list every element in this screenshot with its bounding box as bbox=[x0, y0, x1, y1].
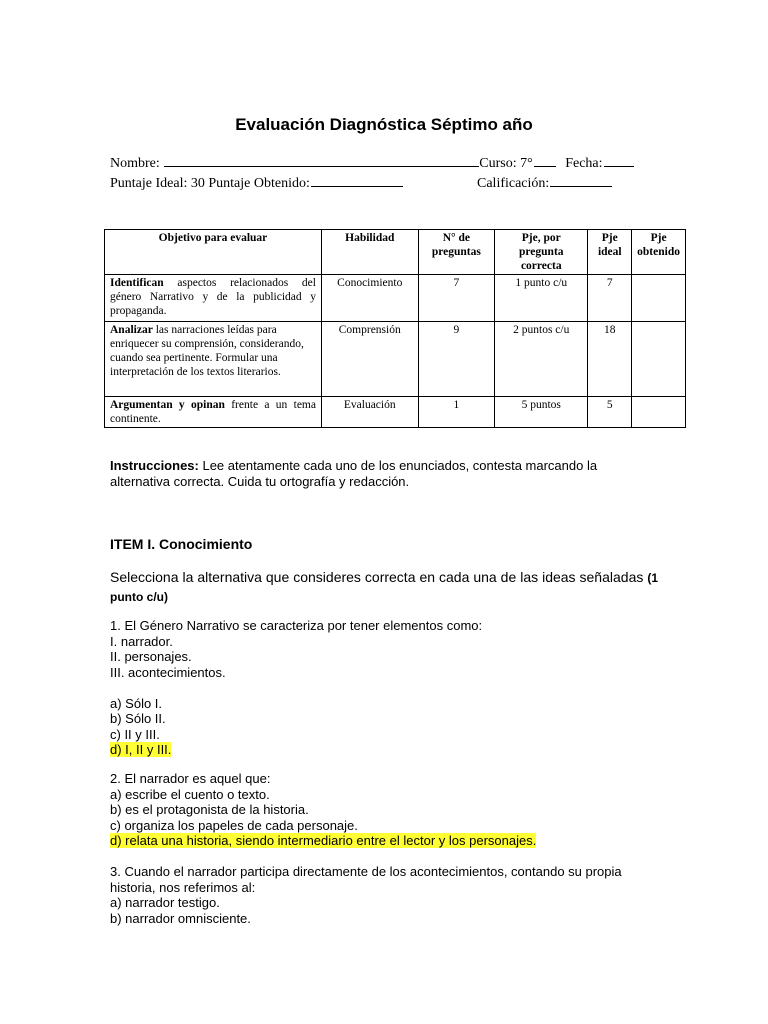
question-stem: 3. Cuando el narrador participa directamente de los acontecimientos, contando su propia historia, nos referimos al: bbox=[110, 864, 622, 895]
objective-cell bbox=[105, 322, 322, 397]
question-stem-line: I. narrador. bbox=[110, 633, 173, 649]
skill-cell: Evaluación bbox=[321, 397, 418, 428]
answer-option[interactable]: a) Sólo I. bbox=[110, 695, 163, 711]
objective-text: las narraciones leídas para enriquecer su comprensión, considerando, cuando sea pertinente. Formular una interpretación de los textos literarios. bbox=[110, 324, 304, 378]
points-cell: 5 puntos bbox=[495, 397, 588, 428]
objectives-table bbox=[104, 229, 686, 428]
answer-option[interactable]: b) Sólo II. bbox=[110, 711, 166, 726]
count-cell: 7 bbox=[418, 275, 495, 322]
answer-option[interactable]: a) escribe el cuento o texto. bbox=[110, 786, 270, 802]
instructions-label: Instrucciones: bbox=[110, 458, 199, 473]
question-stem-line: III. acontecimientos. bbox=[110, 664, 226, 680]
objective-text: frente a un tema continente. bbox=[110, 399, 316, 425]
question-stem: 1. El Género Narrativo se caracteriza por tener elementos como: bbox=[110, 618, 483, 633]
question-stem-line: II. personajes. bbox=[110, 649, 192, 664]
curso-label: Curso: 7° bbox=[479, 156, 533, 171]
objective-cell bbox=[105, 275, 322, 322]
header-cell: Habilidad bbox=[321, 230, 418, 275]
points-cell: 1 punto c/u bbox=[495, 275, 588, 322]
item-intro-points: (1 punto c/u) bbox=[110, 571, 659, 604]
question-2 bbox=[110, 771, 630, 849]
answer-option[interactable]: c) II y III. bbox=[110, 726, 160, 742]
instructions bbox=[110, 458, 650, 489]
header-line-2 bbox=[110, 173, 403, 192]
answer-option[interactable]: c) organiza los papeles de cada personaje. bbox=[110, 817, 358, 833]
question-1 bbox=[110, 618, 630, 758]
page-title: Evaluación Diagnóstica Séptimo año bbox=[235, 115, 533, 134]
objective-cell bbox=[105, 397, 322, 428]
fecha-label: Fecha: bbox=[565, 156, 603, 171]
puntaje-obtenido-label: Puntaje Obtenido: bbox=[208, 176, 310, 191]
answer-option-highlighted[interactable]: d) relata una historia, siendo intermediario entre el lector y los personajes. bbox=[110, 833, 537, 848]
header-cell: Pje obtenido bbox=[632, 230, 686, 275]
item-intro bbox=[110, 568, 658, 606]
answer-option[interactable]: b) narrador omnisciente. bbox=[110, 910, 251, 926]
nombre-blank[interactable] bbox=[164, 153, 479, 167]
obtained-cell[interactable] bbox=[632, 322, 686, 397]
table-row bbox=[105, 397, 686, 428]
skill-cell: Conocimiento bbox=[321, 275, 418, 322]
table-row bbox=[105, 322, 686, 397]
ideal-cell: 7 bbox=[588, 275, 632, 322]
calificacion-label: Calificación: bbox=[477, 176, 550, 191]
objective-verb: Argumentan y opinan bbox=[110, 399, 225, 411]
objective-text: aspectos relacionados del género Narrativo y de la publicidad y propaganda. bbox=[110, 277, 316, 317]
points-cell: 2 puntos c/u bbox=[495, 322, 588, 397]
answer-option[interactable]: b) es el protagonista de la historia. bbox=[110, 802, 309, 817]
calificacion-blank[interactable] bbox=[550, 173, 612, 187]
header-cell: Pje ideal bbox=[588, 230, 632, 275]
count-cell: 1 bbox=[418, 397, 495, 428]
objective-verb: Analizar bbox=[110, 324, 153, 336]
ideal-cell: 18 bbox=[588, 322, 632, 397]
puntaje-obtenido-blank[interactable] bbox=[311, 173, 403, 187]
obtained-cell[interactable] bbox=[632, 275, 686, 322]
question-stem: 2. El narrador es aquel que: bbox=[110, 771, 271, 786]
calificacion-line bbox=[477, 173, 612, 192]
ideal-cell: 5 bbox=[588, 397, 632, 428]
answer-option-highlighted[interactable]: d) I, II y III. bbox=[110, 742, 172, 757]
obtained-cell[interactable] bbox=[632, 397, 686, 428]
table-header-row bbox=[105, 230, 686, 275]
answer-option[interactable]: a) narrador testigo. bbox=[110, 895, 220, 910]
fecha-blank[interactable] bbox=[604, 153, 634, 167]
header-line-1 bbox=[110, 153, 634, 172]
nombre-label: Nombre: bbox=[110, 156, 160, 171]
curso-blank[interactable] bbox=[534, 153, 556, 167]
count-cell: 9 bbox=[418, 322, 495, 397]
objective-verb: Identifican bbox=[110, 277, 164, 289]
header-cell: N° de preguntas bbox=[418, 230, 495, 275]
item-heading: ITEM I. Conocimiento bbox=[110, 536, 253, 552]
instructions-text: Lee atentamente cada uno de los enunciados, contesta marcando la alternativa correcta. Cuida tu ortografía y redacción. bbox=[110, 458, 598, 489]
item-intro-text: Selecciona la alternativa que consideres correcta en cada una de las ideas señaladas bbox=[110, 569, 644, 585]
puntaje-ideal: Puntaje Ideal: 30 bbox=[110, 176, 205, 191]
skill-cell: Comprensión bbox=[321, 322, 418, 397]
header-cell: Objetivo para evaluar bbox=[105, 230, 322, 275]
table-row bbox=[105, 275, 686, 322]
header-cell: Pje, por pregunta correcta bbox=[495, 230, 588, 275]
question-3 bbox=[110, 864, 630, 926]
